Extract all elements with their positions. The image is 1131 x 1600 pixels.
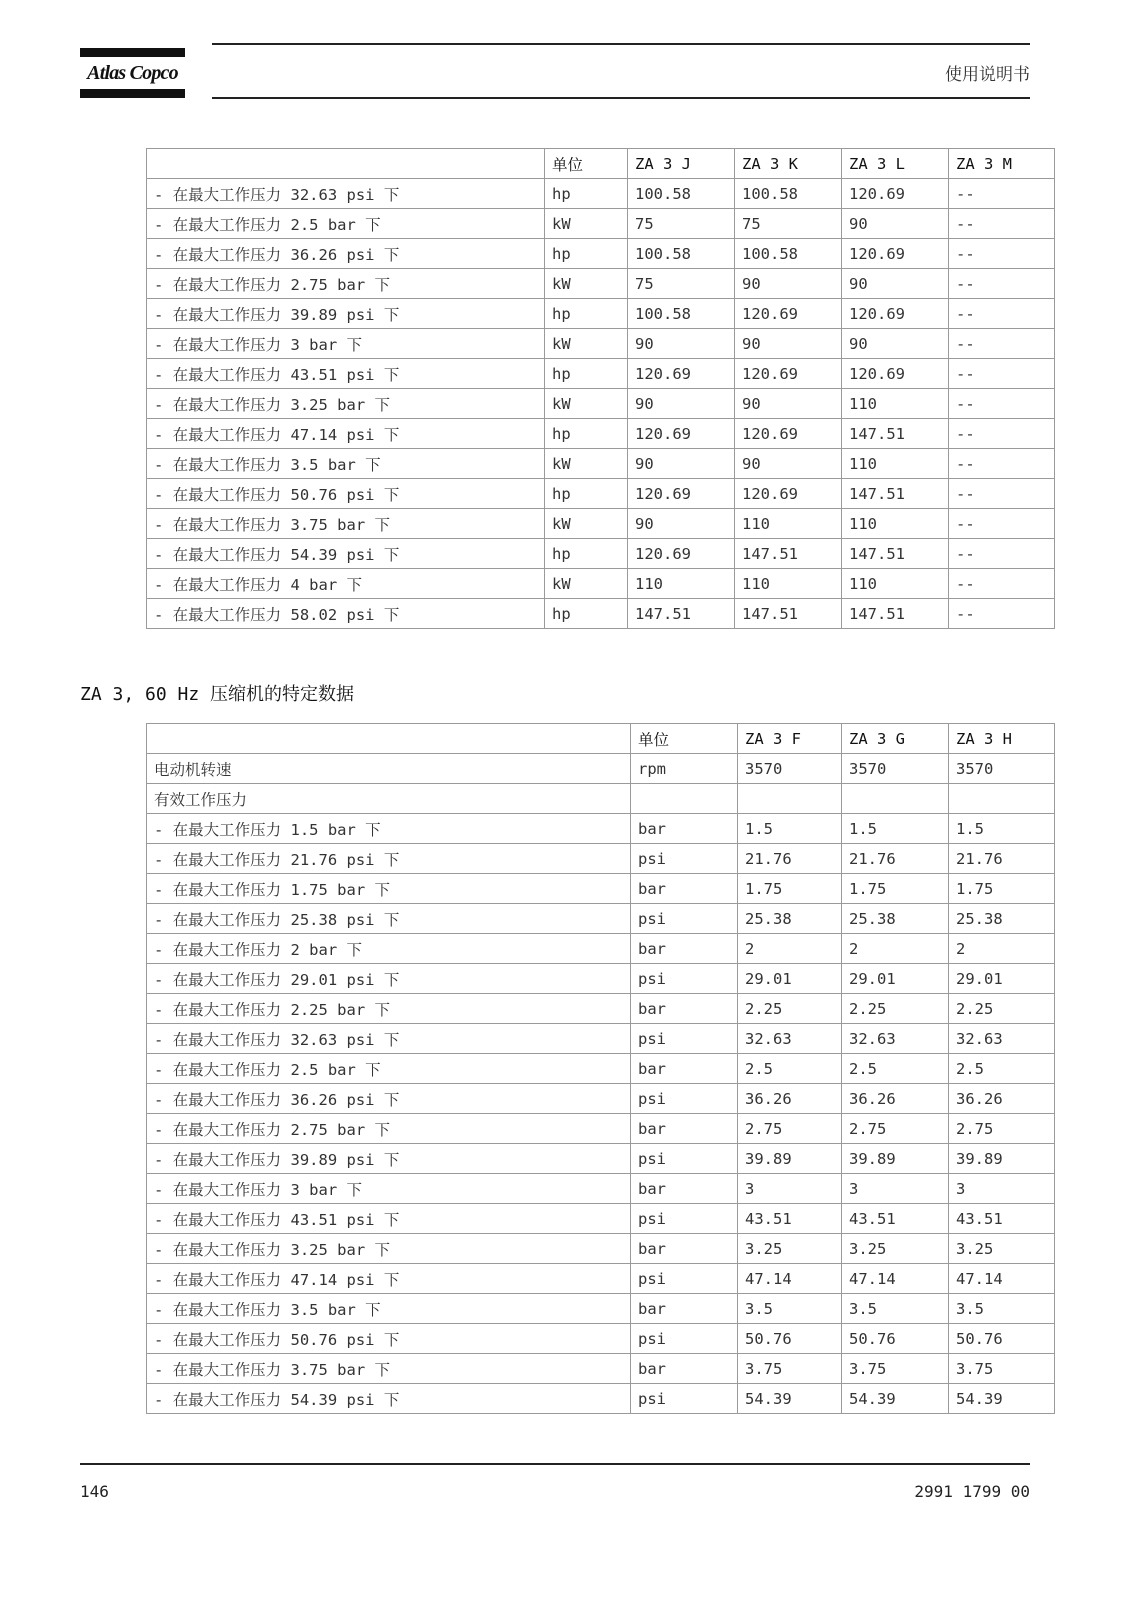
value-cell: 25.38: [842, 904, 949, 934]
unit-cell: hp: [545, 299, 628, 329]
row-label: - 在最大工作压力 3 bar 下: [147, 329, 545, 359]
value-cell: 147.51: [842, 599, 949, 629]
value-cell: 25.38: [738, 904, 842, 934]
table-row: [147, 964, 1055, 994]
unit-cell: [631, 784, 738, 814]
value-cell: 120.69: [842, 179, 949, 209]
value-cell: 90: [628, 509, 735, 539]
value-cell: 90: [735, 449, 842, 479]
header-cell: ZA 3 H: [949, 724, 1055, 754]
unit-cell: psi: [631, 1264, 738, 1294]
value-cell: 2.75: [738, 1114, 842, 1144]
header-cell: ZA 3 M: [949, 149, 1055, 179]
row-label: - 在最大工作压力 2.75 bar 下: [147, 269, 545, 299]
row-label: - 在最大工作压力 29.01 psi 下: [147, 964, 631, 994]
value-cell: 3: [949, 1174, 1055, 1204]
table-row: [147, 239, 1055, 269]
value-cell: 3.25: [949, 1234, 1055, 1264]
value-cell: 29.01: [949, 964, 1055, 994]
table-row: [147, 479, 1055, 509]
table-row: [147, 1384, 1055, 1414]
table-row: [147, 844, 1055, 874]
unit-cell: bar: [631, 1054, 738, 1084]
logo-top-bar: [80, 48, 185, 57]
value-cell: 54.39: [738, 1384, 842, 1414]
value-cell: --: [949, 449, 1055, 479]
header-rule-top: [212, 43, 1030, 45]
row-label: - 在最大工作压力 39.89 psi 下: [147, 299, 545, 329]
table-row: [147, 299, 1055, 329]
unit-cell: psi: [631, 1204, 738, 1234]
value-cell: 2.75: [949, 1114, 1055, 1144]
value-cell: 32.63: [738, 1024, 842, 1054]
footer-rule: [80, 1463, 1030, 1465]
value-cell: 21.76: [949, 844, 1055, 874]
power-spec-table: [146, 148, 1055, 629]
table-row: [147, 1114, 1055, 1144]
value-cell: 3.5: [949, 1294, 1055, 1324]
row-label: - 在最大工作压力 3 bar 下: [147, 1174, 631, 1204]
header-cell: ZA 3 J: [628, 149, 735, 179]
unit-cell: bar: [631, 814, 738, 844]
value-cell: 90: [628, 329, 735, 359]
value-cell: 2.25: [738, 994, 842, 1024]
value-cell: 43.51: [949, 1204, 1055, 1234]
value-cell: --: [949, 179, 1055, 209]
table-row: [147, 209, 1055, 239]
page-number: 146: [80, 1482, 109, 1501]
value-cell: 120.69: [735, 359, 842, 389]
value-cell: 120.69: [628, 539, 735, 569]
row-label: - 在最大工作压力 50.76 psi 下: [147, 479, 545, 509]
row-label: - 在最大工作压力 54.39 psi 下: [147, 1384, 631, 1414]
value-cell: 3570: [842, 754, 949, 784]
header-cell: ZA 3 G: [842, 724, 949, 754]
table-row: [147, 329, 1055, 359]
unit-cell: psi: [631, 1144, 738, 1174]
row-label: - 在最大工作压力 2.5 bar 下: [147, 209, 545, 239]
value-cell: [949, 784, 1055, 814]
value-cell: 90: [735, 329, 842, 359]
row-label: - 在最大工作压力 25.38 psi 下: [147, 904, 631, 934]
value-cell: 43.51: [738, 1204, 842, 1234]
value-cell: 2: [842, 934, 949, 964]
value-cell: --: [949, 599, 1055, 629]
value-cell: 3570: [949, 754, 1055, 784]
value-cell: 2.25: [949, 994, 1055, 1024]
value-cell: --: [949, 269, 1055, 299]
row-label: - 在最大工作压力 3.75 bar 下: [147, 1354, 631, 1384]
header-cell: ZA 3 F: [738, 724, 842, 754]
row-label: - 在最大工作压力 1.5 bar 下: [147, 814, 631, 844]
value-cell: 120.69: [735, 419, 842, 449]
value-cell: 3.75: [738, 1354, 842, 1384]
row-label: 有效工作压力: [147, 784, 631, 814]
row-label: - 在最大工作压力 2.75 bar 下: [147, 1114, 631, 1144]
value-cell: 75: [628, 209, 735, 239]
unit-cell: kW: [545, 329, 628, 359]
table-row: [147, 1204, 1055, 1234]
value-cell: 75: [628, 269, 735, 299]
value-cell: 50.76: [738, 1324, 842, 1354]
unit-cell: hp: [545, 179, 628, 209]
row-label: - 在最大工作压力 43.51 psi 下: [147, 359, 545, 389]
table-row: [147, 539, 1055, 569]
value-cell: 2: [949, 934, 1055, 964]
value-cell: 3.25: [842, 1234, 949, 1264]
value-cell: 120.69: [842, 299, 949, 329]
row-label: - 在最大工作压力 47.14 psi 下: [147, 1264, 631, 1294]
value-cell: 120.69: [842, 359, 949, 389]
value-cell: --: [949, 539, 1055, 569]
value-cell: --: [949, 239, 1055, 269]
value-cell: 47.14: [738, 1264, 842, 1294]
row-label: - 在最大工作压力 36.26 psi 下: [147, 239, 545, 269]
header-cell: ZA 3 L: [842, 149, 949, 179]
value-cell: 3.5: [738, 1294, 842, 1324]
value-cell: 36.26: [949, 1084, 1055, 1114]
value-cell: 120.69: [735, 479, 842, 509]
value-cell: 90: [735, 389, 842, 419]
unit-cell: rpm: [631, 754, 738, 784]
table-header-row: [147, 724, 1055, 754]
value-cell: 3.75: [842, 1354, 949, 1384]
value-cell: 90: [628, 449, 735, 479]
value-cell: 2.5: [738, 1054, 842, 1084]
table-row: [147, 874, 1055, 904]
row-label: - 在最大工作压力 39.89 psi 下: [147, 1144, 631, 1174]
value-cell: 147.51: [735, 599, 842, 629]
value-cell: 47.14: [949, 1264, 1055, 1294]
value-cell: 110: [628, 569, 735, 599]
row-label: - 在最大工作压力 2.5 bar 下: [147, 1054, 631, 1084]
value-cell: --: [949, 329, 1055, 359]
unit-cell: psi: [631, 964, 738, 994]
table-row: [147, 1024, 1055, 1054]
value-cell: 1.5: [842, 814, 949, 844]
row-label: - 在最大工作压力 43.51 psi 下: [147, 1204, 631, 1234]
value-cell: 1.75: [842, 874, 949, 904]
value-cell: --: [949, 569, 1055, 599]
table-row: [147, 509, 1055, 539]
row-label: - 在最大工作压力 3.25 bar 下: [147, 1234, 631, 1264]
unit-cell: hp: [545, 539, 628, 569]
table-row: [147, 179, 1055, 209]
row-label: - 在最大工作压力 32.63 psi 下: [147, 1024, 631, 1054]
value-cell: --: [949, 509, 1055, 539]
unit-cell: hp: [545, 239, 628, 269]
value-cell: [842, 784, 949, 814]
logo-text: Atlas Copco: [87, 62, 178, 84]
value-cell: --: [949, 479, 1055, 509]
value-cell: 120.69: [628, 419, 735, 449]
unit-cell: kW: [545, 569, 628, 599]
table-row: [147, 1234, 1055, 1264]
value-cell: 3.5: [842, 1294, 949, 1324]
value-cell: 110: [842, 449, 949, 479]
unit-cell: bar: [631, 934, 738, 964]
table-row: [147, 1054, 1055, 1084]
value-cell: 3: [842, 1174, 949, 1204]
row-label: - 在最大工作压力 50.76 psi 下: [147, 1324, 631, 1354]
value-cell: 147.51: [842, 539, 949, 569]
row-label: - 在最大工作压力 4 bar 下: [147, 569, 545, 599]
unit-cell: psi: [631, 904, 738, 934]
row-label: - 在最大工作压力 54.39 psi 下: [147, 539, 545, 569]
table-row: [147, 1144, 1055, 1174]
unit-cell: bar: [631, 1234, 738, 1264]
value-cell: 100.58: [735, 239, 842, 269]
brand-logo: [80, 48, 185, 98]
table-row: [147, 904, 1055, 934]
table-row: [147, 754, 1055, 784]
value-cell: 39.89: [842, 1144, 949, 1174]
value-cell: 110: [735, 569, 842, 599]
value-cell: 29.01: [738, 964, 842, 994]
row-label: - 在最大工作压力 2.25 bar 下: [147, 994, 631, 1024]
value-cell: [738, 784, 842, 814]
unit-cell: kW: [545, 269, 628, 299]
table-row: [147, 269, 1055, 299]
table-row: [147, 1324, 1055, 1354]
value-cell: 90: [842, 269, 949, 299]
value-cell: 32.63: [949, 1024, 1055, 1054]
value-cell: 3: [738, 1174, 842, 1204]
unit-cell: psi: [631, 1024, 738, 1054]
unit-cell: psi: [631, 1084, 738, 1114]
pressure-spec-table: [146, 723, 1055, 1414]
table-row: [147, 1174, 1055, 1204]
table-row: [147, 934, 1055, 964]
table-header-row: [147, 149, 1055, 179]
value-cell: 120.69: [628, 479, 735, 509]
table-row: [147, 1264, 1055, 1294]
header-cell: ZA 3 K: [735, 149, 842, 179]
row-label: 电动机转速: [147, 754, 631, 784]
document-number: 2991 1799 00: [914, 1482, 1030, 1501]
value-cell: 2.75: [842, 1114, 949, 1144]
value-cell: 1.75: [738, 874, 842, 904]
row-label: - 在最大工作压力 3.5 bar 下: [147, 449, 545, 479]
table-row: [147, 994, 1055, 1024]
value-cell: 90: [842, 329, 949, 359]
value-cell: 110: [735, 509, 842, 539]
value-cell: 1.5: [738, 814, 842, 844]
table-row: [147, 419, 1055, 449]
unit-cell: hp: [545, 359, 628, 389]
value-cell: 47.14: [842, 1264, 949, 1294]
header-cell: 单位: [631, 724, 738, 754]
unit-cell: bar: [631, 1354, 738, 1384]
value-cell: 2.5: [842, 1054, 949, 1084]
table-row: [147, 1084, 1055, 1114]
value-cell: 39.89: [949, 1144, 1055, 1174]
row-label: - 在最大工作压力 3.75 bar 下: [147, 509, 545, 539]
value-cell: 120.69: [628, 359, 735, 389]
unit-cell: psi: [631, 1324, 738, 1354]
unit-cell: kW: [545, 509, 628, 539]
value-cell: 110: [842, 509, 949, 539]
value-cell: 25.38: [949, 904, 1055, 934]
row-label: - 在最大工作压力 21.76 psi 下: [147, 844, 631, 874]
table-row: [147, 359, 1055, 389]
value-cell: 21.76: [738, 844, 842, 874]
value-cell: 100.58: [628, 299, 735, 329]
value-cell: 50.76: [842, 1324, 949, 1354]
value-cell: 54.39: [949, 1384, 1055, 1414]
value-cell: 110: [842, 389, 949, 419]
value-cell: 2.5: [949, 1054, 1055, 1084]
unit-cell: psi: [631, 1384, 738, 1414]
table-row: [147, 599, 1055, 629]
value-cell: 3570: [738, 754, 842, 784]
value-cell: 29.01: [842, 964, 949, 994]
value-cell: 90: [628, 389, 735, 419]
row-label: - 在最大工作压力 47.14 psi 下: [147, 419, 545, 449]
value-cell: --: [949, 419, 1055, 449]
unit-cell: kW: [545, 449, 628, 479]
unit-cell: bar: [631, 1294, 738, 1324]
document-type: 使用说明书: [945, 65, 1030, 85]
header-cell: 单位: [545, 149, 628, 179]
value-cell: 36.26: [842, 1084, 949, 1114]
value-cell: 2.25: [842, 994, 949, 1024]
unit-cell: bar: [631, 874, 738, 904]
value-cell: 54.39: [842, 1384, 949, 1414]
value-cell: 110: [842, 569, 949, 599]
row-label: - 在最大工作压力 2 bar 下: [147, 934, 631, 964]
value-cell: 36.26: [738, 1084, 842, 1114]
row-label: - 在最大工作压力 1.75 bar 下: [147, 874, 631, 904]
value-cell: --: [949, 359, 1055, 389]
value-cell: --: [949, 299, 1055, 329]
value-cell: 3.75: [949, 1354, 1055, 1384]
row-label: - 在最大工作压力 3.5 bar 下: [147, 1294, 631, 1324]
value-cell: 147.51: [735, 539, 842, 569]
table-row: [147, 389, 1055, 419]
value-cell: 90: [735, 269, 842, 299]
value-cell: --: [949, 389, 1055, 419]
unit-cell: bar: [631, 994, 738, 1024]
value-cell: 100.58: [735, 179, 842, 209]
unit-cell: kW: [545, 209, 628, 239]
row-label: - 在最大工作压力 58.02 psi 下: [147, 599, 545, 629]
unit-cell: bar: [631, 1114, 738, 1144]
unit-cell: psi: [631, 844, 738, 874]
value-cell: 147.51: [628, 599, 735, 629]
value-cell: --: [949, 209, 1055, 239]
table-row: [147, 784, 1055, 814]
unit-cell: hp: [545, 419, 628, 449]
table-row: [147, 814, 1055, 844]
value-cell: 120.69: [842, 239, 949, 269]
value-cell: 1.5: [949, 814, 1055, 844]
value-cell: 3.25: [738, 1234, 842, 1264]
logo-bottom-bar: [80, 89, 185, 98]
value-cell: 21.76: [842, 844, 949, 874]
section-title: ZA 3, 60 Hz 压缩机的特定数据: [80, 684, 355, 705]
header-rule-bottom: [212, 97, 1030, 99]
table-row: [147, 449, 1055, 479]
value-cell: 2: [738, 934, 842, 964]
table-row: [147, 1294, 1055, 1324]
value-cell: 32.63: [842, 1024, 949, 1054]
header-cell-label: [147, 724, 631, 754]
table-row: [147, 1354, 1055, 1384]
table-row: [147, 569, 1055, 599]
unit-cell: hp: [545, 479, 628, 509]
row-label: - 在最大工作压力 3.25 bar 下: [147, 389, 545, 419]
unit-cell: bar: [631, 1174, 738, 1204]
row-label: - 在最大工作压力 36.26 psi 下: [147, 1084, 631, 1114]
header-cell-label: [147, 149, 545, 179]
value-cell: 43.51: [842, 1204, 949, 1234]
unit-cell: kW: [545, 389, 628, 419]
value-cell: 1.75: [949, 874, 1055, 904]
value-cell: 100.58: [628, 239, 735, 269]
value-cell: 120.69: [735, 299, 842, 329]
value-cell: 90: [842, 209, 949, 239]
value-cell: 100.58: [628, 179, 735, 209]
value-cell: 147.51: [842, 479, 949, 509]
value-cell: 147.51: [842, 419, 949, 449]
row-label: - 在最大工作压力 32.63 psi 下: [147, 179, 545, 209]
value-cell: 50.76: [949, 1324, 1055, 1354]
value-cell: 39.89: [738, 1144, 842, 1174]
value-cell: 75: [735, 209, 842, 239]
unit-cell: hp: [545, 599, 628, 629]
